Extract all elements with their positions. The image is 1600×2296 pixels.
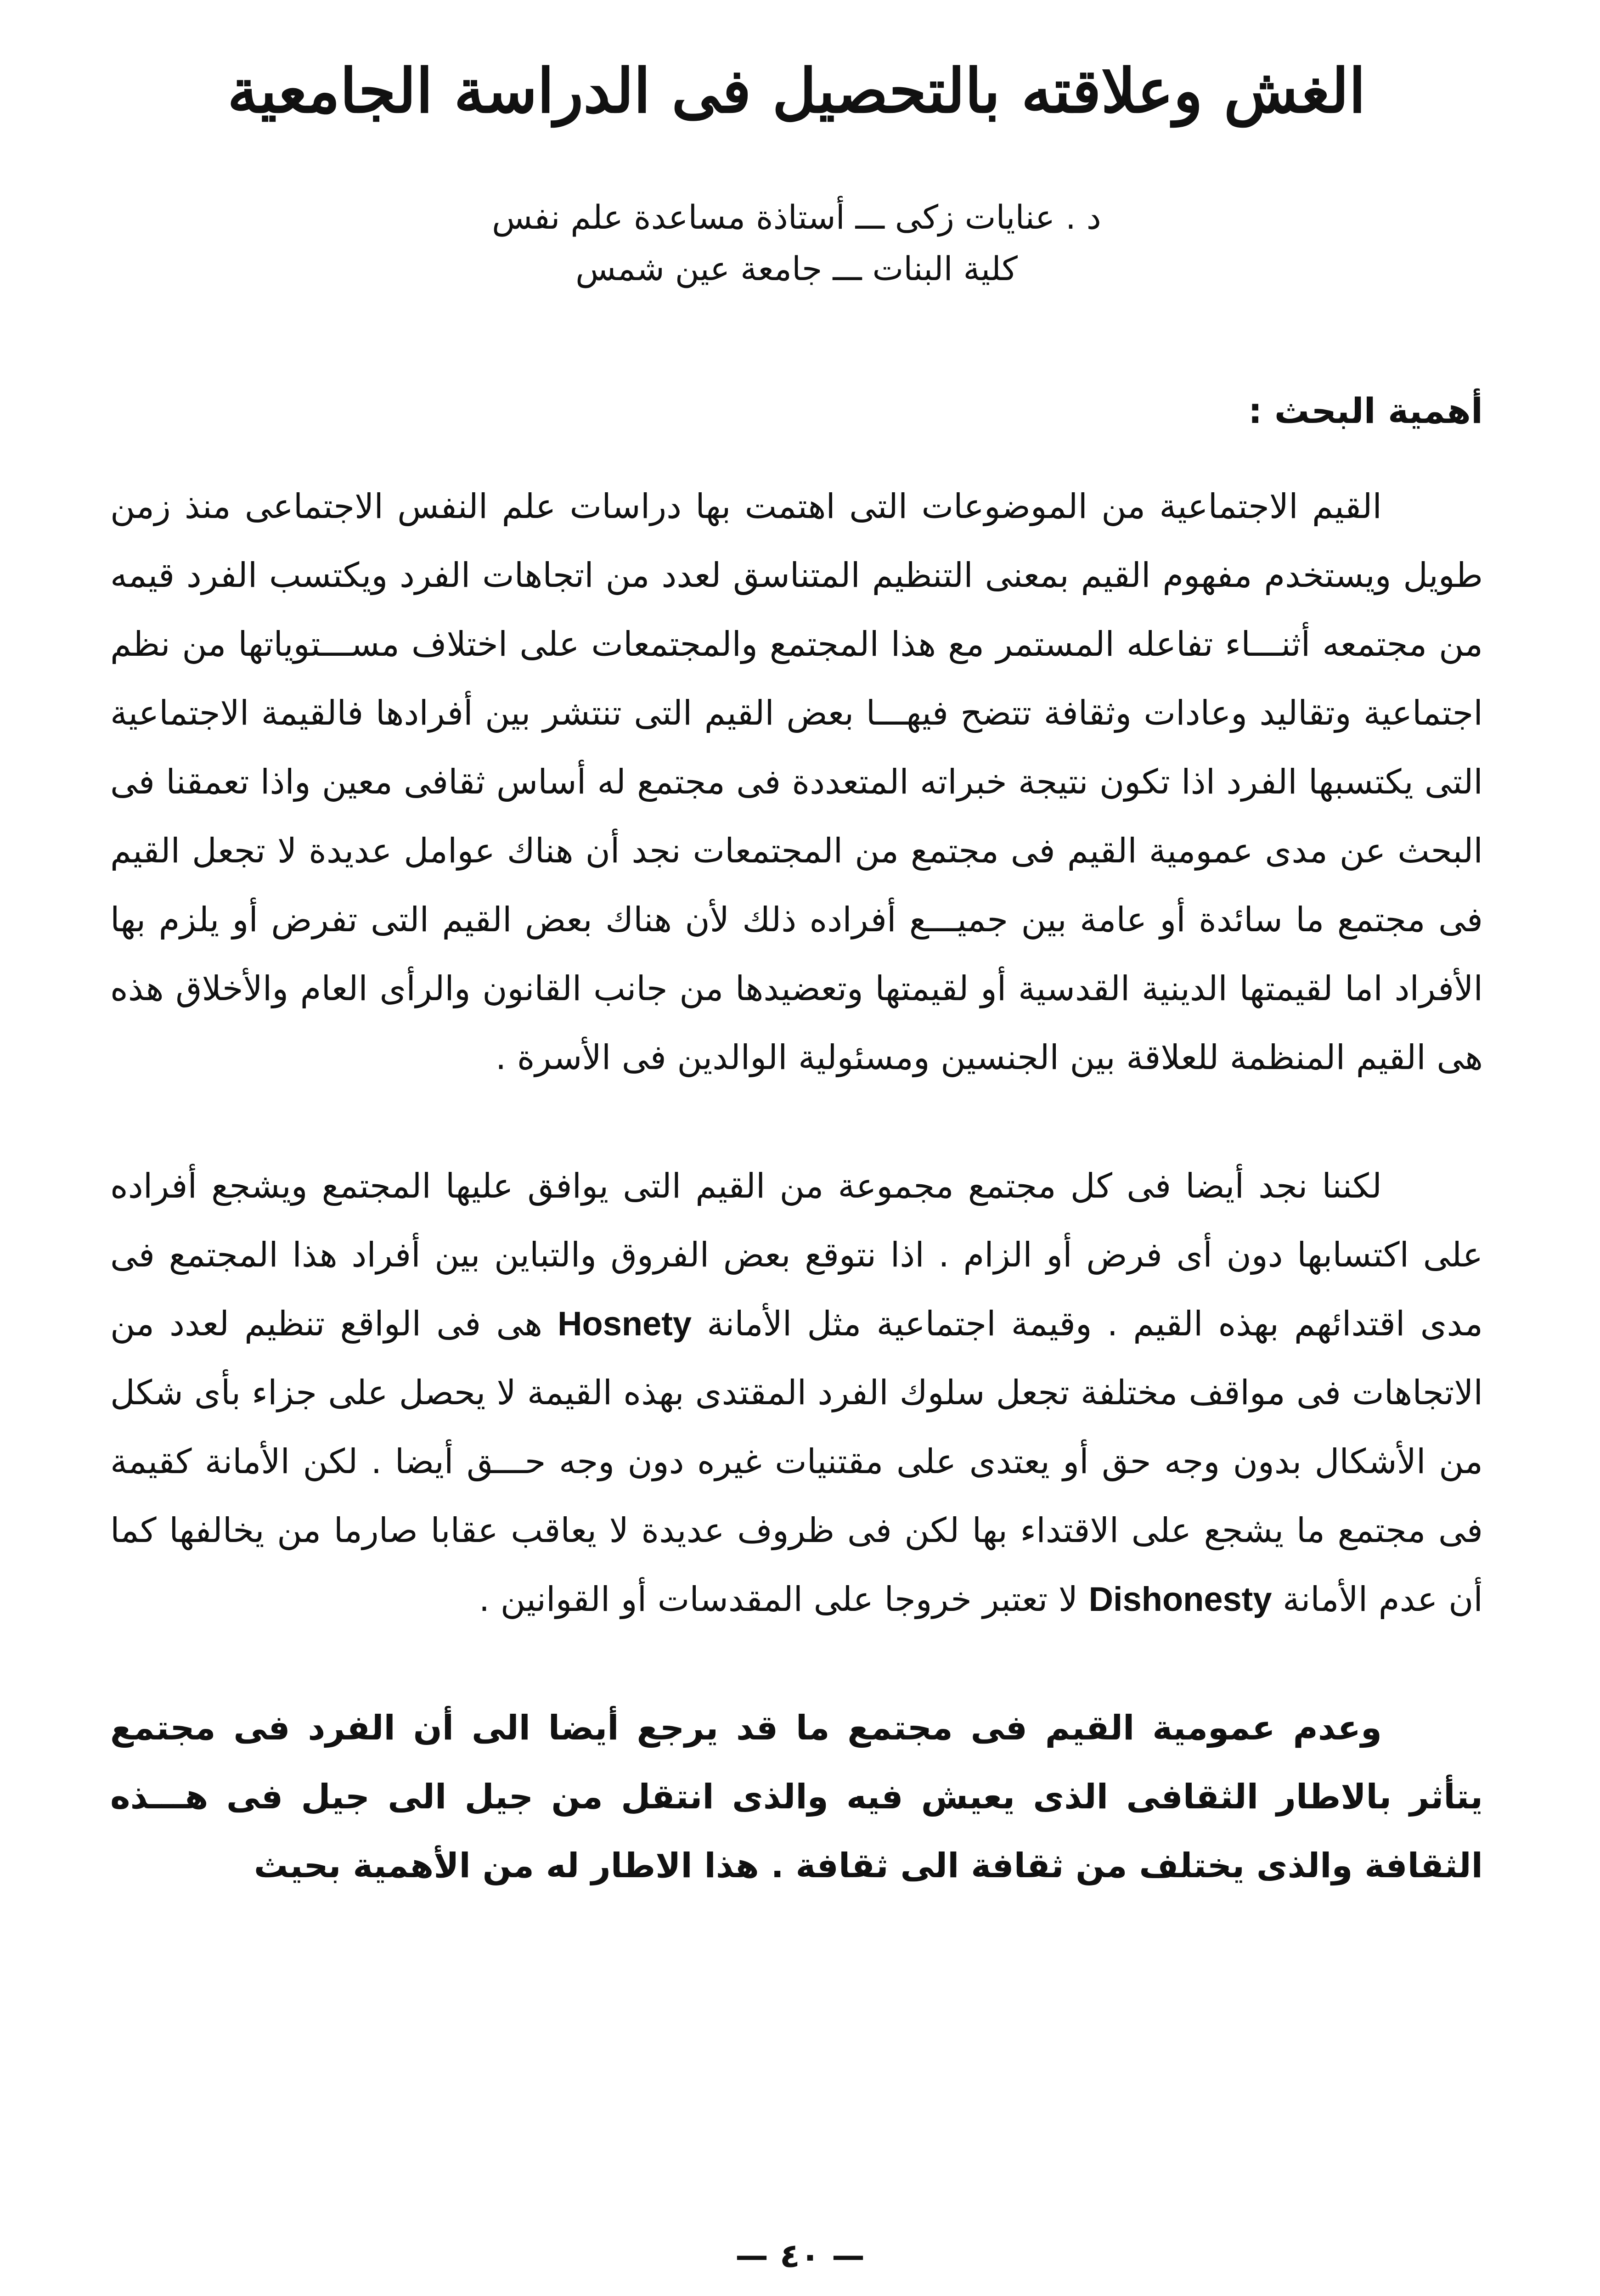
paragraph-3: وعدم عمومية القيم فى مجتمع ما قد يرجع أيضا الى أن الفرد فى مجتمع يتأثر بالاطار الثقافى الذى يعيش فيه والذى انتقل من جيل الى جيل فى هـــذه الثقافة والذى يختلف من ثقافة الى ثقافة . هذا الاطار له من الأهمية بحيث [110, 1708, 1483, 1885]
paragraph-2-text-b: هى فى الواقع تنظيم لعدد من الاتجاهات فى مواقف مختلفة تجعل سلوك الفرد المقتدى بهذه القيمة لا يحصل على جزاء بأى شكل من الأشكال بدون وجه حق أو يعتدى على مقتنيات غيره دون وجه حـــق أيضا . لكن الأمانة كقيمة فى مجتمع ما يشجع على الاقتداء بها لكن فى ظروف عديدة لا يعاقب عقابا صارما من يخالفها كما أن عدم الأمانة [110, 1304, 1483, 1619]
term-honesty: Hosnety [558, 1304, 692, 1343]
page-number: — ٤٠ — [735, 2236, 865, 2275]
paragraph-2 [110, 1152, 1483, 1634]
paragraph-2-text-c: لا تعتبر خروجا على المقدسات أو القوانين . [479, 1579, 1078, 1619]
article-title: الغش وعلاقته بالتحصيل فى الدراسة الجامعية [227, 56, 1366, 127]
term-dishonesty: Dishonesty [1088, 1580, 1272, 1618]
author-name-line: د . عنايات زكى ـــ أستاذة مساعدة علم نفس [492, 198, 1101, 237]
paragraph-2-text-a: لكننا نجد أيضا فى كل مجتمع مجموعة من القيم التى يوافق عليها المجتمع ويشجع أفراده على اكتسابها دون أى فرض أو الزام . اذا نتوقع بعض الفروق والتباين بين أفراد هذا المجتمع فى مدى اقتدائهم بهذه القيم . وقيمة اجتماعية مثل الأمانة [110, 1166, 1483, 1344]
section-heading: أهمية البحث : [1248, 390, 1483, 431]
author-block [110, 192, 1483, 294]
paragraph-1: القيم الاجتماعية من الموضوعات التى اهتمت بها دراسات علم النفس الاجتماعى منذ زمن طويل ويستخدم مفهوم القيم بمعنى التنظيم المتناسق لعدد من اتجاهات الفرد ويكتسب الفرد قيمه من مجتمعه أثنـــاء تفاعله المستمر مع هذا المجتمع والمجتمعات على اختلاف مســـتوياتها من نظم اجتماعية وتقاليد وعادات وثقافة تتضح فيهـــا بعض القيم التى تنتشر بين أفرادها فالقيمة الاجتماعية التى يكتسبها الفرد اذا تكون نتيجة خبراته المتعددة فى مجتمع له أساس ثقافى معين واذا تعمقنا فى البحث عن مدى عمومية القيم فى مجتمع من المجتمعات نجد أن هناك عوامل عديدة لا تجعل القيم فى مجتمع ما سائدة أو عامة بين جميـــع أفراده ذلك لأن هناك بعض القيم التى تفرض أو يلزم بها الأفراد اما لقيمتها الدينية القدسية أو لقيمتها وتعضيدها من جانب القانون والرأى العام والأخلاق هذه هى القيم المنظمة للعلاقة بين الجنسين ومسئولية الوالدين فى الأسرة . [110, 486, 1483, 1077]
author-affiliation-line: كلية البنات ـــ جامعة عين شمس [575, 249, 1018, 288]
